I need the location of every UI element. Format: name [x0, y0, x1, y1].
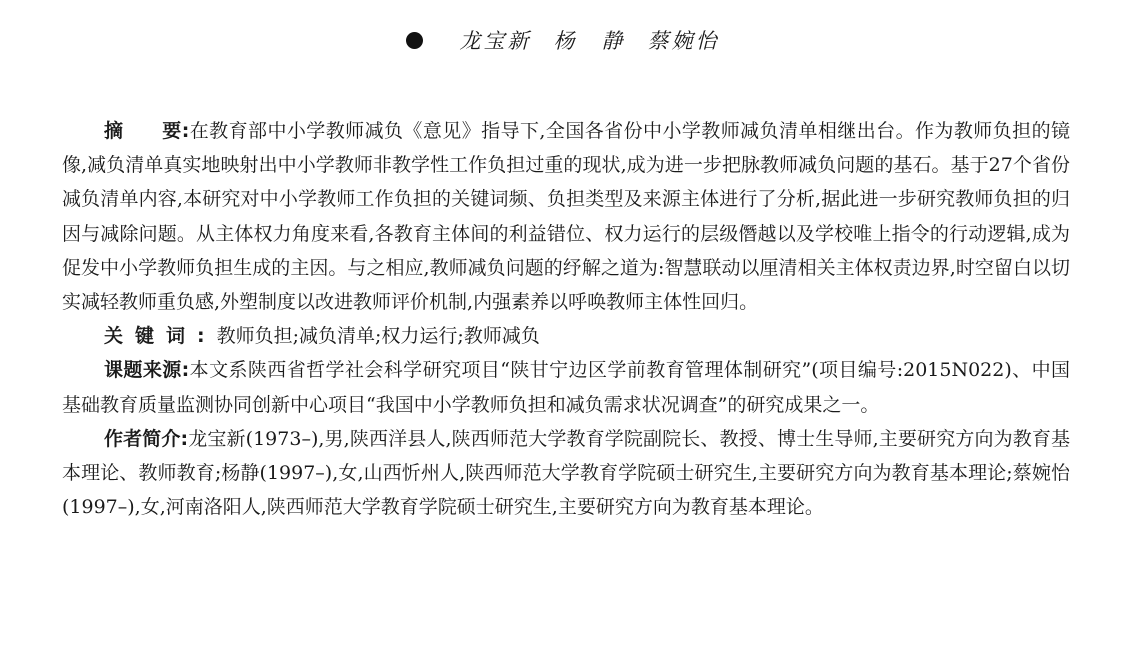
- author-bio-text: 龙宝新(1973–),男,陕西洋县人,陕西师范大学教育学院副院长、教授、博士生导师,主要研究方向为教育基本理论、教师教育;杨静(1997–),女,山西忻州人,陕西师范大学教育学院硕士研究生,主要研究方向为教育基本理论;蔡婉怡(1997–),女,河南洛阳人,陕西师范大学教育学院硕士研究生,主要研究方向为教育基本理论。: [62, 427, 1070, 519]
- funding-text: 本文系陕西省哲学社会科学研究项目“陕甘宁边区学前教育管理体制研究”(项目编号:2015N022)、中国基础教育质量监测协同创新中心项目“我国中小学教师负担和减负需求状况调查”的研究成果之一。: [62, 359, 1070, 416]
- keywords-paragraph: [62, 319, 1070, 353]
- abstract-text: 在教育部中小学教师减负《意见》指导下,全国各省份中小学教师减负清单相继出台。作为教师负担的镜像,减负清单真实地映射出中小学教师非教学性工作负担过重的现状,成为进一步把脉教师减负问题的基石。基于27个省份减负清单内容,本研究对中小学教师工作负担的关键词频、负担类型及来源主体进行了分析,据此进一步研究教师负担的归因与减除问题。从主体权力角度来看,各教育主体间的利益错位、权力运行的层级僭越以及学校唯上指令的行动逻辑,成为促发中小学教师负担生成的主因。与之相应,教师减负问题的纾解之道为:智慧联动以厘清相关主体权责边界,时空留白以切实减轻教师重负感,外塑制度以改进教师评价机制,内强素养以呼唤教师主体性回归。: [62, 120, 1070, 314]
- keywords-label: 关键词:: [104, 325, 217, 348]
- bullet-icon: [406, 32, 423, 49]
- abstract-paragraph: [62, 114, 1070, 319]
- author-name-3: 蔡婉怡: [647, 29, 720, 53]
- article-front-matter: [62, 114, 1070, 524]
- author-name-2: 杨 静: [553, 29, 626, 53]
- keywords-text: 教师负担;减负清单;权力运行;教师减负: [216, 325, 540, 348]
- author-byline: [0, 24, 1136, 58]
- funding-paragraph: [62, 353, 1070, 421]
- author-name-1: 龙宝新: [459, 29, 532, 53]
- funding-label: 课题来源:: [104, 359, 190, 382]
- abstract-label: 摘 要:: [104, 120, 190, 142]
- author-bio-label: 作者简介:: [104, 427, 189, 450]
- author-bio-paragraph: [62, 422, 1070, 525]
